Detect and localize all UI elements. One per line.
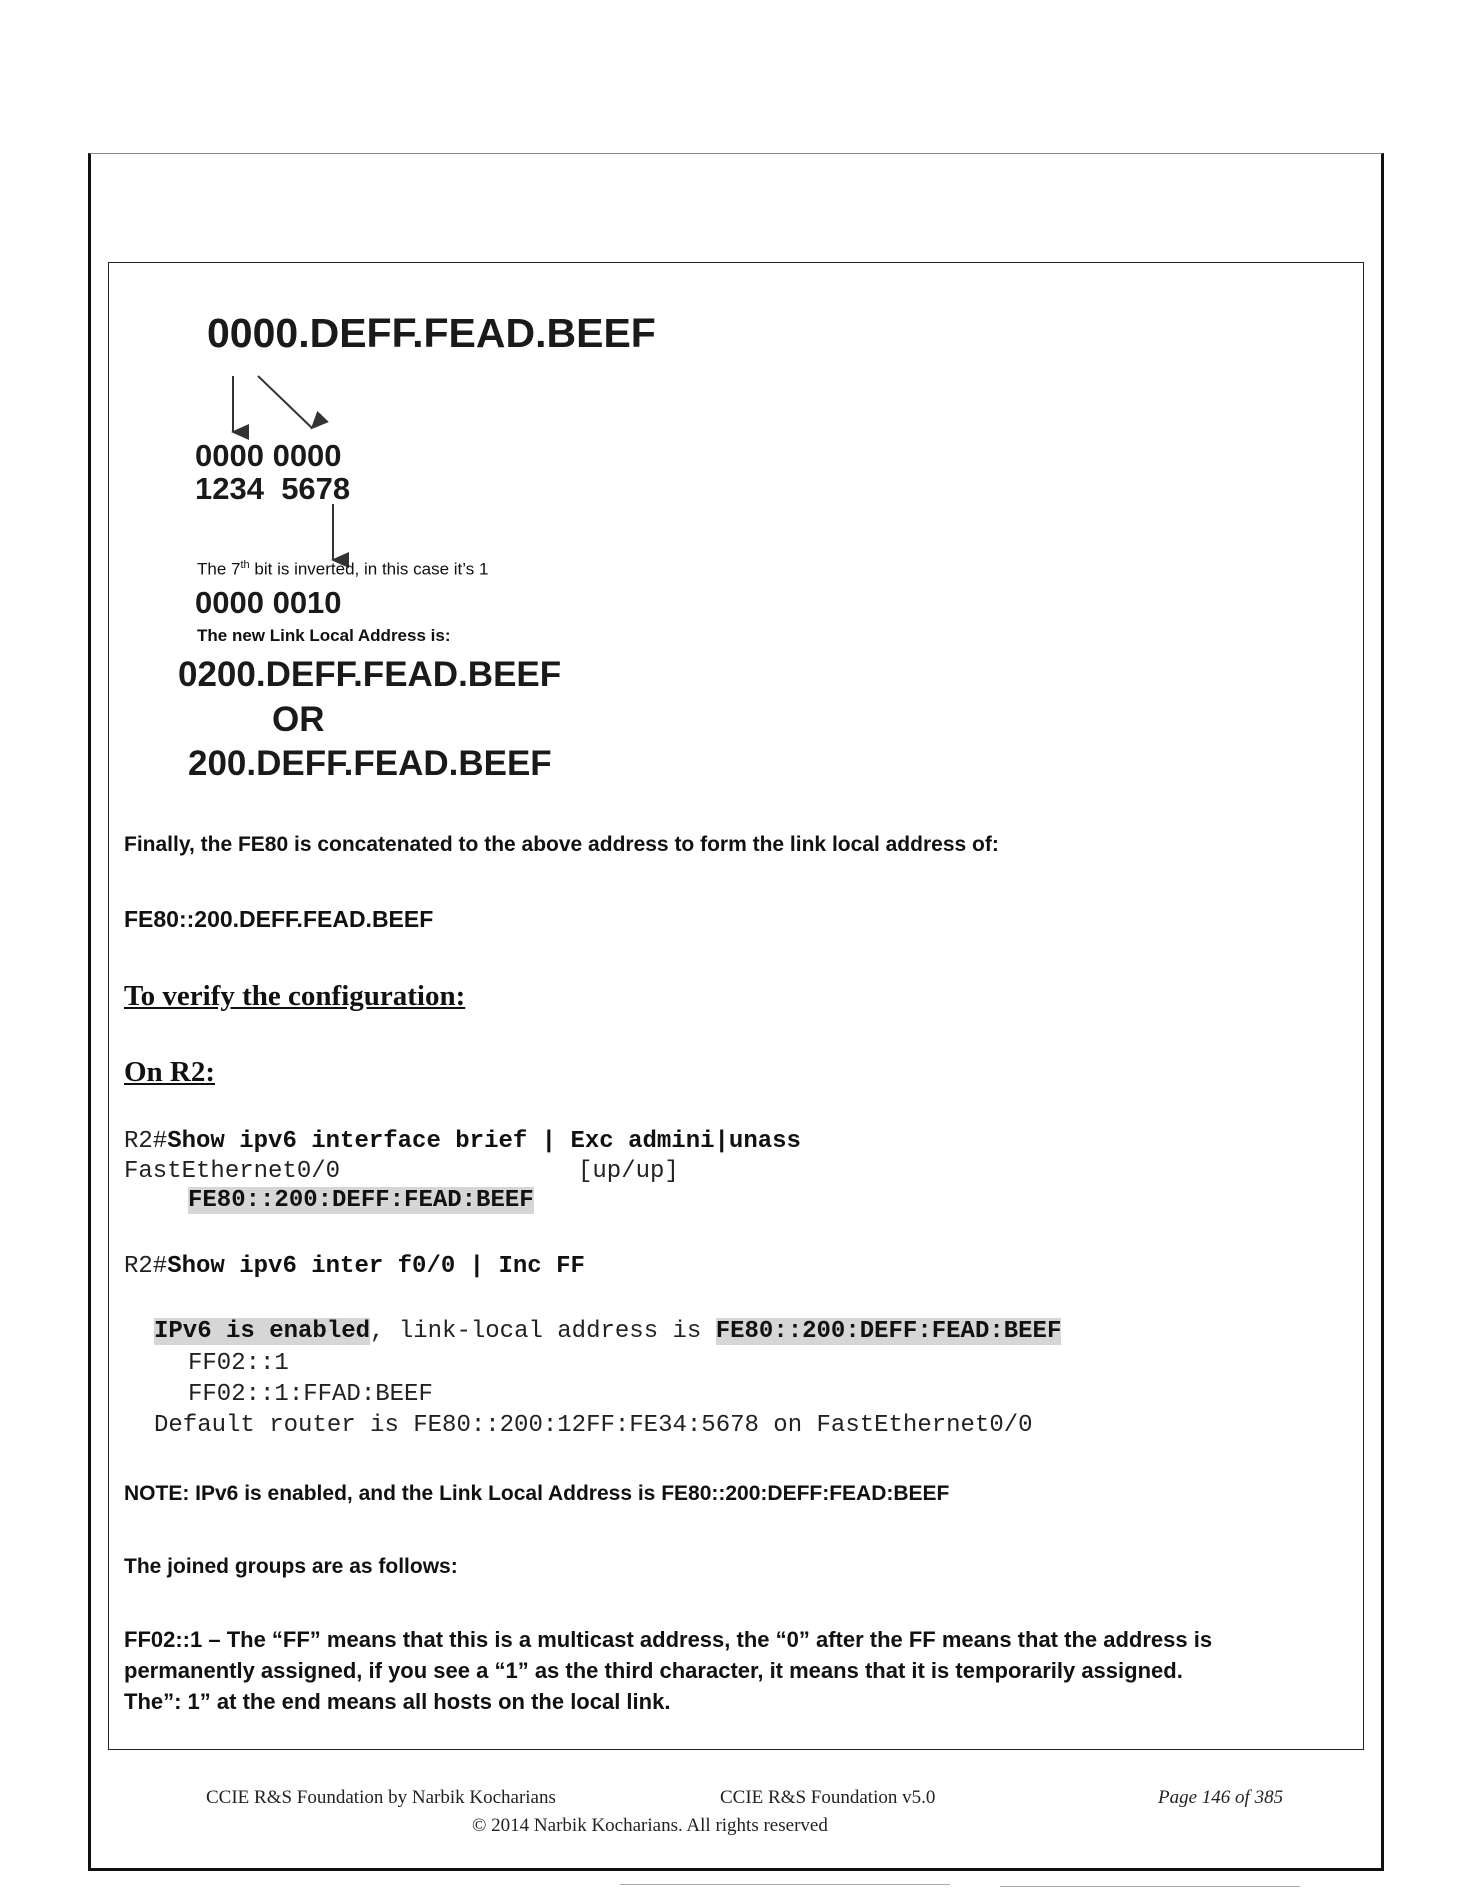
footer-page-number: Page 146 of 385 <box>1158 1787 1284 1808</box>
ff02-explanation-1: FF02::1 – The “FF” means that this is a multicast address, the “0” after the FF means that the address is <box>124 1627 1213 1652</box>
bits-row-2: 1234 5678 <box>195 471 351 506</box>
ff02-explanation-2: permanently assigned, if you see a “1” as the third character, it means that it is temporarily assigned. <box>124 1658 1183 1683</box>
joined-groups-heading: The joined groups are as follows: <box>124 1555 458 1578</box>
inverted-bits: 0000 0010 <box>195 585 342 620</box>
cli-command-2: R2#Show ipv6 inter f0/0 | Inc FF <box>124 1253 585 1280</box>
cli-interface-name: FastEthernet0/0 <box>124 1158 341 1185</box>
ff02-explanation-3: The”: 1” at the end means all hosts on the local link. <box>124 1689 671 1714</box>
new-address-label: The new Link Local Address is: <box>197 626 451 645</box>
link-local-highlight: FE80::200:DEFF:FEAD:BEEF <box>715 1318 1062 1345</box>
cli-ipv6-enabled-line: IPv6 is enabled, link-local address is FE80::200:DEFF:FEAD:BEEF <box>154 1318 1062 1345</box>
cli-group-2: FF02::1:FFAD:BEEF <box>188 1381 433 1408</box>
cli-interface-status: [up/up] <box>578 1158 679 1185</box>
cli-interface-address: FE80::200:DEFF:FEAD:BEEF <box>188 1187 534 1214</box>
bit-inversion-note: The 7th bit is inverted, in this case it’s 1 <box>197 559 489 579</box>
cli-default-router: Default router is FE80::200:12FF:FE34:5678 on FastEthernet0/0 <box>154 1412 1033 1439</box>
cli-group-1: FF02::1 <box>188 1350 289 1377</box>
footer-book-title: CCIE R&S Foundation by Narbik Kocharians <box>206 1787 556 1808</box>
mac-address: 0000.DEFF.FEAD.BEEF <box>207 310 656 356</box>
scan-artifact <box>620 1884 950 1885</box>
scan-artifact <box>1000 1886 1300 1887</box>
verify-heading: To verify the configuration: <box>124 980 466 1012</box>
cli-command-1: R2#Show ipv6 interface brief | Exc admini|unass <box>124 1128 801 1155</box>
bits-row-1: 0000 0000 <box>195 438 342 473</box>
note-line: NOTE: IPv6 is enabled, and the Link Local Address is FE80::200:DEFF:FEAD:BEEF <box>124 1482 950 1505</box>
ipv6-enabled-highlight: IPv6 is enabled <box>154 1318 371 1345</box>
concat-sentence: Finally, the FE80 is concatenated to the above address to form the link local address of: <box>124 833 999 856</box>
link-local-result: FE80::200.DEFF.FEAD.BEEF <box>124 906 434 932</box>
new-link-local-address-short: 200.DEFF.FEAD.BEEF <box>188 744 552 783</box>
new-link-local-address: 0200.DEFF.FEAD.BEEF <box>178 655 562 694</box>
on-r2-heading: On R2: <box>124 1056 216 1088</box>
arrow-diagonal <box>258 376 312 428</box>
footer-copyright: © 2014 Narbik Kocharians. All rights reserved <box>472 1815 828 1836</box>
or-label: OR <box>272 700 325 739</box>
footer-version: CCIE R&S Foundation v5.0 <box>720 1787 936 1808</box>
